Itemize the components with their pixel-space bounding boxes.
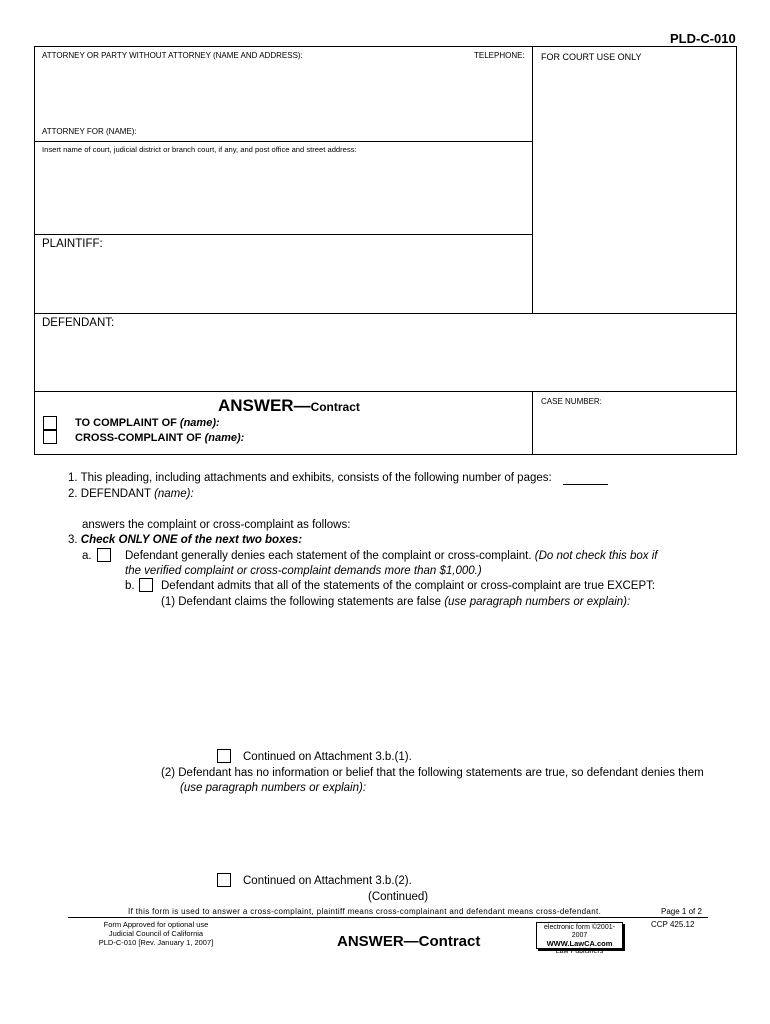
item-3b2-text: (2) Defendant has no information or belief that the following statements are true, so defendant denies them xyxy=(161,767,704,779)
cross-complaint-name-label: (name): xyxy=(204,432,245,444)
to-complaint-checkbox[interactable] xyxy=(43,416,57,430)
approved-line-1: Form Approved for optional use xyxy=(103,920,209,929)
cross-complaint-checkbox[interactable] xyxy=(43,430,57,444)
continued-3b2-text: Continued on Attachment 3.b.(2). xyxy=(243,875,412,887)
telephone-label: TELEPHONE: xyxy=(474,51,525,60)
approved-line-3: PLD-C-010 [Rev. January 1, 2007] xyxy=(98,938,214,947)
caption-frame xyxy=(34,46,737,455)
item-3b2-note-text: (use paragraph numbers or explain): xyxy=(180,782,367,794)
court-name-rule xyxy=(34,141,532,142)
publisher-line-2: WWW.LawCA.com xyxy=(546,939,613,948)
publisher-line-1: electronic form ©2001-2007 xyxy=(544,924,615,939)
item-3a-checkbox[interactable] xyxy=(97,548,111,562)
title-rule xyxy=(34,391,737,392)
item-3a-line xyxy=(125,550,658,562)
item-3b1-text: (1) Defendant claims the following statements are false xyxy=(161,596,441,608)
case-number-divider xyxy=(532,391,533,455)
page-number: Page 1 of 2 xyxy=(661,907,702,916)
footer-title: ANSWER—Contract xyxy=(337,933,481,950)
case-number-label: CASE NUMBER: xyxy=(541,397,602,406)
item-3a-note-2-text: the verified complaint or cross-complaint demands more than $1,000.) xyxy=(125,565,482,577)
to-complaint-line xyxy=(75,417,220,429)
cross-complaint-label: CROSS-COMPLAINT OF xyxy=(75,432,202,444)
item-3b1 xyxy=(161,596,630,608)
form-title-suffix: Contract xyxy=(310,400,360,414)
page-count-field[interactable] xyxy=(563,484,608,485)
attorney-label: ATTORNEY OR PARTY WITHOUT ATTORNEY (NAME AND ADDRESS): xyxy=(42,51,303,60)
publisher-box xyxy=(536,922,623,955)
footer-rule xyxy=(68,917,708,918)
attorney-for-label: ATTORNEY FOR (NAME): xyxy=(42,127,137,136)
court-name-label: Insert name of court, judicial district or branch court, if any, and post office and street address: xyxy=(42,145,357,154)
code-citation: CCP 425.12 xyxy=(651,920,695,929)
cross-complaint-line xyxy=(75,432,244,444)
answers-text: answers the complaint or cross-complaint as follows: xyxy=(82,519,351,531)
court-use-divider xyxy=(532,46,533,313)
footer-note: If this form is used to answer a cross-complaint, plaintiff means cross-complainant and defendant means cross-defendant. xyxy=(128,907,602,916)
item-2 xyxy=(68,488,194,500)
continued-3b1-checkbox[interactable] xyxy=(217,749,231,763)
to-complaint-name-label: (name): xyxy=(179,417,220,429)
approved-line-2: Judicial Council of California xyxy=(108,929,204,938)
item-3a-note-2 xyxy=(125,565,482,577)
defendant-rule xyxy=(34,313,737,314)
item-3a-note-1: (Do not check this box if xyxy=(534,550,658,562)
item-3b-text: Defendant admits that all of the statements of the complaint or cross-complaint are true EXCEPT: xyxy=(161,580,656,592)
form-title-dash: — xyxy=(293,396,311,415)
approval-block xyxy=(68,920,244,947)
item-3a-letter: a. xyxy=(82,550,92,562)
item-3b2-note xyxy=(180,782,366,794)
continued-3b1-text: Continued on Attachment 3.b.(1). xyxy=(243,751,412,763)
plaintiff-label: PLAINTIFF: xyxy=(42,238,103,250)
item-3-num: 3. xyxy=(68,534,78,546)
continued-footer: (Continued) xyxy=(368,891,429,903)
plaintiff-rule xyxy=(34,234,532,235)
item-3b1-note: (use paragraph numbers or explain): xyxy=(444,596,631,608)
item-3b-letter: b. xyxy=(125,580,135,592)
defendant-label: DEFENDANT: xyxy=(42,317,115,329)
item-3 xyxy=(68,534,302,546)
item-2-label: 2. DEFENDANT xyxy=(68,488,151,500)
form-title-main: ANSWER xyxy=(218,396,294,415)
publisher-line-3: Law Publishers xyxy=(555,948,604,955)
item-1: 1. This pleading, including attachments and exhibits, consists of the following number of pages: xyxy=(68,472,552,484)
item-3b-checkbox[interactable] xyxy=(139,578,153,592)
item-2-name-label: (name): xyxy=(154,488,194,500)
to-complaint-label: TO COMPLAINT OF xyxy=(75,417,177,429)
item-3-label: Check ONLY ONE of the next two boxes: xyxy=(80,534,303,546)
item-3a-text: Defendant generally denies each statement of the complaint or cross-complaint. xyxy=(125,550,532,562)
continued-3b2-checkbox[interactable] xyxy=(217,873,231,887)
court-use-label: FOR COURT USE ONLY xyxy=(541,52,642,62)
form-id: PLD-C-010 xyxy=(670,31,736,46)
form-title xyxy=(218,396,360,416)
